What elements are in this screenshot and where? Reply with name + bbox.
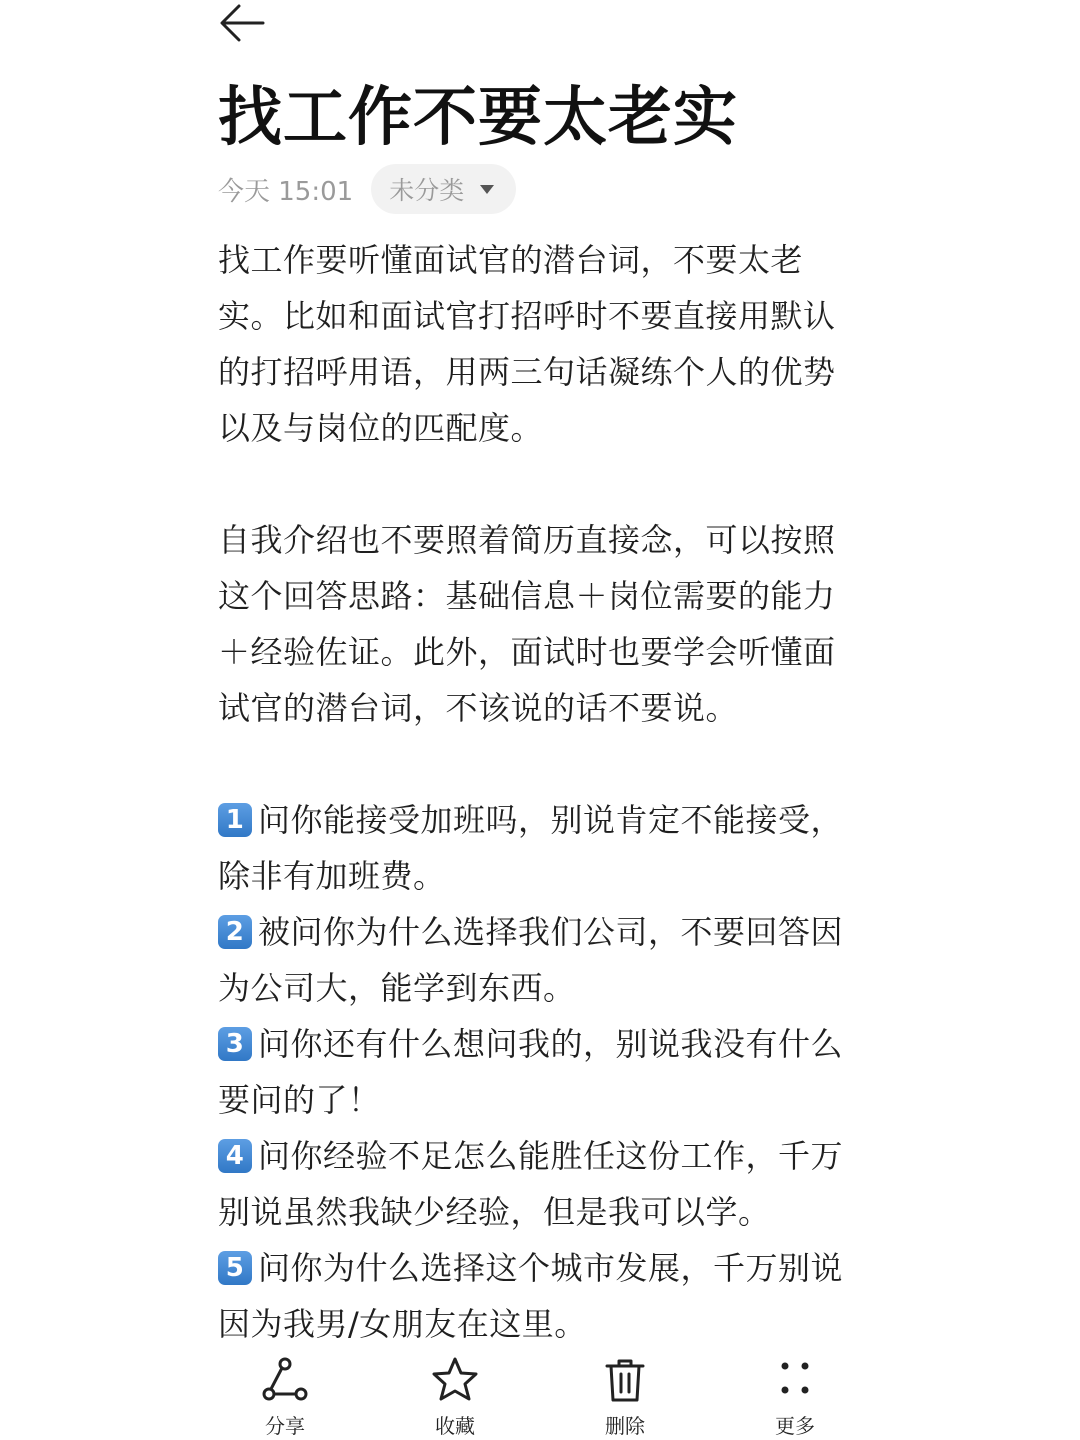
list-item-text: 问你为什么选择这个城市发展，千万别说因为我男/女朋友在这里。 [218, 1249, 844, 1343]
favorite-button[interactable] [370, 1350, 540, 1440]
more-button[interactable] [710, 1350, 880, 1440]
trash-icon [599, 1354, 651, 1406]
star-icon [429, 1354, 481, 1406]
favorite-label: 收藏 [435, 1414, 475, 1438]
number-badge: 2 [218, 915, 252, 949]
list-item [218, 904, 858, 1016]
delete-button[interactable] [540, 1350, 710, 1440]
category-selector[interactable] [371, 164, 516, 214]
more-dots-icon [769, 1354, 821, 1406]
list-item [218, 1240, 858, 1352]
list-item-text: 问你能接受加班吗，别说肯定不能接受，除非有加班费。 [218, 801, 844, 895]
share-label: 分享 [265, 1414, 305, 1438]
list-item-text: 问你经验不足怎么能胜任这份工作，千万别说虽然我缺少经验，但是我可以学。 [218, 1137, 844, 1231]
note-meta [218, 164, 516, 214]
bottom-toolbar [200, 1350, 880, 1440]
delete-label: 删除 [605, 1414, 645, 1438]
number-badge: 3 [218, 1027, 252, 1061]
page-title: 找工作不要太老实 [218, 81, 738, 155]
list-item-text: 问你还有什么想问我的，别说我没有什么要问的了！ [218, 1025, 844, 1119]
more-label: 更多 [775, 1414, 815, 1438]
number-badge: 5 [218, 1251, 252, 1285]
note-timestamp: 今天 15:01 [218, 176, 354, 207]
list-item [218, 1128, 858, 1240]
number-badge: 4 [218, 1139, 252, 1173]
list-item [218, 792, 858, 904]
share-button[interactable] [200, 1350, 370, 1440]
list-item [218, 1016, 858, 1128]
back-arrow-icon [219, 3, 265, 43]
list-item-text: 被问你为什么选择我们公司，不要回答因为公司大，能学到东西。 [218, 913, 844, 1007]
caret-down-icon [480, 185, 494, 194]
paragraph: 找工作要听懂面试官的潜台词，不要太老实。比如和面试官打招呼时不要直接用默认的打招呼用语，用两三句话凝练个人的优势以及与岗位的匹配度。 [218, 241, 836, 447]
number-badge: 1 [218, 803, 252, 837]
share-icon [259, 1354, 311, 1406]
paragraph: 自我介绍也不要照着简历直接念，可以按照这个回答思路：基础信息＋岗位需要的能力＋经验佐证。此外，面试时也要学会听懂面试官的潜台词，不该说的话不要说。 [218, 521, 836, 727]
note-body[interactable] [218, 232, 858, 1352]
category-label: 未分类 [389, 176, 465, 205]
back-button[interactable] [212, 0, 272, 46]
